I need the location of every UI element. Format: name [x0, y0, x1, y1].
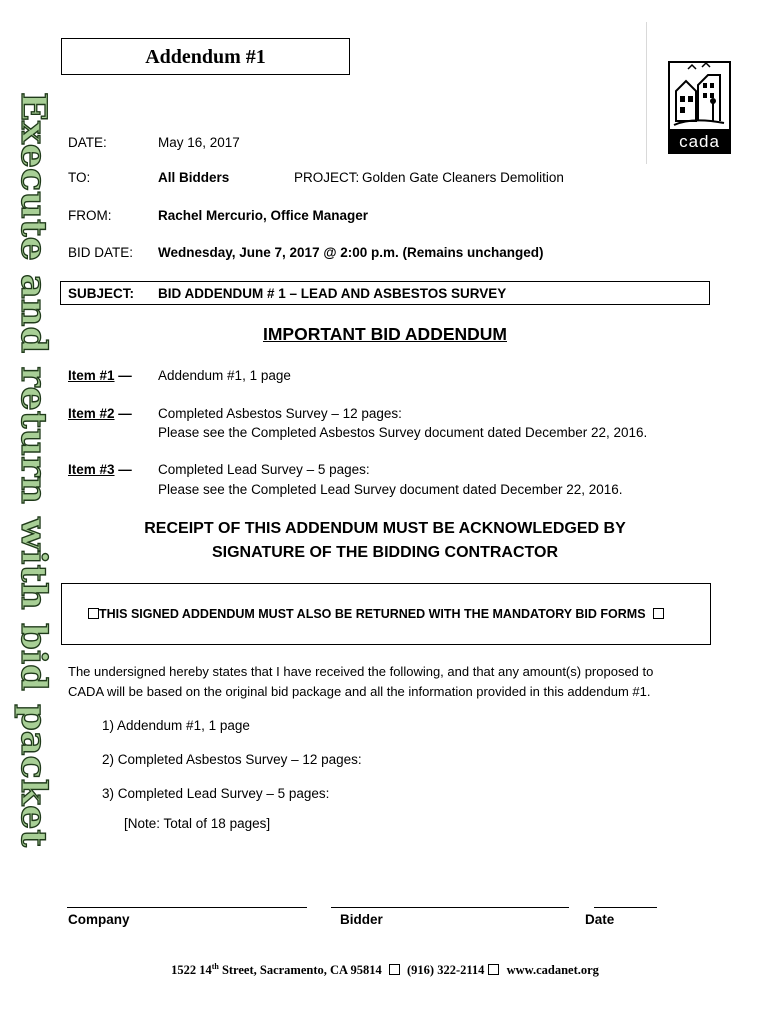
notice-checkbox-right[interactable] — [653, 608, 664, 619]
side-instruction-text — [12, 92, 52, 852]
project-value: Golden Gate Cleaners Demolition — [362, 170, 564, 185]
bidder-label: Bidder — [340, 912, 383, 927]
date-signature-line[interactable] — [594, 907, 657, 908]
footer-address-suffix: Street, Sacramento, CA 95814 — [218, 963, 382, 978]
bid-date-label: BID DATE: — [68, 245, 134, 260]
to-label: TO: — [68, 170, 91, 185]
date-label-signature: Date — [585, 912, 615, 927]
notice-text: THIS SIGNED ADDENDUM MUST ALSO BE RETURNED WITH THE MANDATORY BID FORMS — [99, 607, 646, 621]
item-2-line2: Please see the Completed Asbestos Survey document dated December 22, 2016. — [158, 425, 648, 440]
bid-date-value: Wednesday, June 7, 2017 @ 2:00 p.m. (Remains unchanged) — [158, 245, 544, 260]
statement-line1: The undersigned hereby states that I have received the following, and that any amount(s) proposed to — [68, 664, 654, 679]
footer-separator-box-1 — [389, 964, 400, 975]
item-1-dash: — — [118, 368, 132, 383]
side-text-svg — [12, 92, 52, 852]
logo-text: cada — [679, 132, 720, 151]
company-signature-line[interactable] — [67, 907, 307, 908]
list-item-3: 3) Completed Lead Survey – 5 pages: — [102, 786, 330, 801]
footer-separator-box-2 — [488, 964, 499, 975]
date-value: May 16, 2017 — [158, 135, 240, 150]
item-1-line1: Addendum #1, 1 page — [158, 368, 291, 383]
footer — [0, 962, 770, 978]
item-2-label-text: Item #2 — [68, 406, 115, 421]
item-3-line2: Please see the Completed Lead Survey document dated December 22, 2016. — [158, 482, 623, 497]
receipt-heading-line1: RECEIPT OF THIS ADDENDUM MUST BE ACKNOWLEDGED BY — [144, 520, 626, 537]
footer-phone: (916) 322-2114 — [407, 963, 485, 978]
receipt-heading-line2: SIGNATURE OF THE BIDDING CONTRACTOR — [211, 544, 559, 561]
item-2-line1: Completed Asbestos Survey – 12 pages: — [158, 406, 402, 421]
footer-address-prefix: 1522 14 — [171, 963, 212, 978]
item-1-label — [68, 368, 132, 383]
side-text: Execute and return with bid packet — [13, 92, 52, 776]
from-label: FROM: — [68, 208, 112, 223]
note-text: [Note: Total of 18 pages] — [124, 816, 271, 831]
footer-web: www.cadanet.org — [506, 963, 599, 978]
item-3-label-text: Item #3 — [68, 462, 115, 477]
subject-label: SUBJECT: — [68, 286, 135, 301]
item-3-label — [68, 462, 132, 477]
logo-divider — [646, 22, 647, 164]
item-2-dash: — — [118, 406, 132, 421]
notice-checkbox-left[interactable] — [88, 608, 99, 619]
footer-address-sup: th — [211, 962, 219, 971]
important-heading: IMPORTANT BID ADDENDUM — [262, 324, 507, 344]
subject-value: BID ADDENDUM # 1 – LEAD AND ASBESTOS SURVEY — [158, 286, 507, 301]
item-2-label — [68, 406, 132, 421]
statement-line2: CADA will be based on the original bid package and all the information provided in this addendum #1. — [68, 684, 651, 699]
list-item-2: 2) Completed Asbestos Survey – 12 pages: — [102, 752, 362, 767]
item-3-line1: Completed Lead Survey – 5 pages: — [158, 462, 370, 477]
bidder-signature-line[interactable] — [331, 907, 569, 908]
to-value: All Bidders — [158, 170, 230, 185]
company-label: Company — [68, 912, 130, 927]
addendum-title: Addendum #1 — [61, 38, 350, 75]
list-item-1: 1) Addendum #1, 1 page — [102, 718, 250, 733]
date-label: DATE: — [68, 135, 107, 150]
cada-logo — [668, 61, 731, 154]
item-3-dash: — — [118, 462, 132, 477]
notice-row — [88, 607, 664, 621]
item-1-label-text: Item #1 — [68, 368, 115, 383]
from-value: Rachel Mercurio, Office Manager — [158, 208, 369, 223]
project-label: PROJECT: — [294, 170, 360, 185]
